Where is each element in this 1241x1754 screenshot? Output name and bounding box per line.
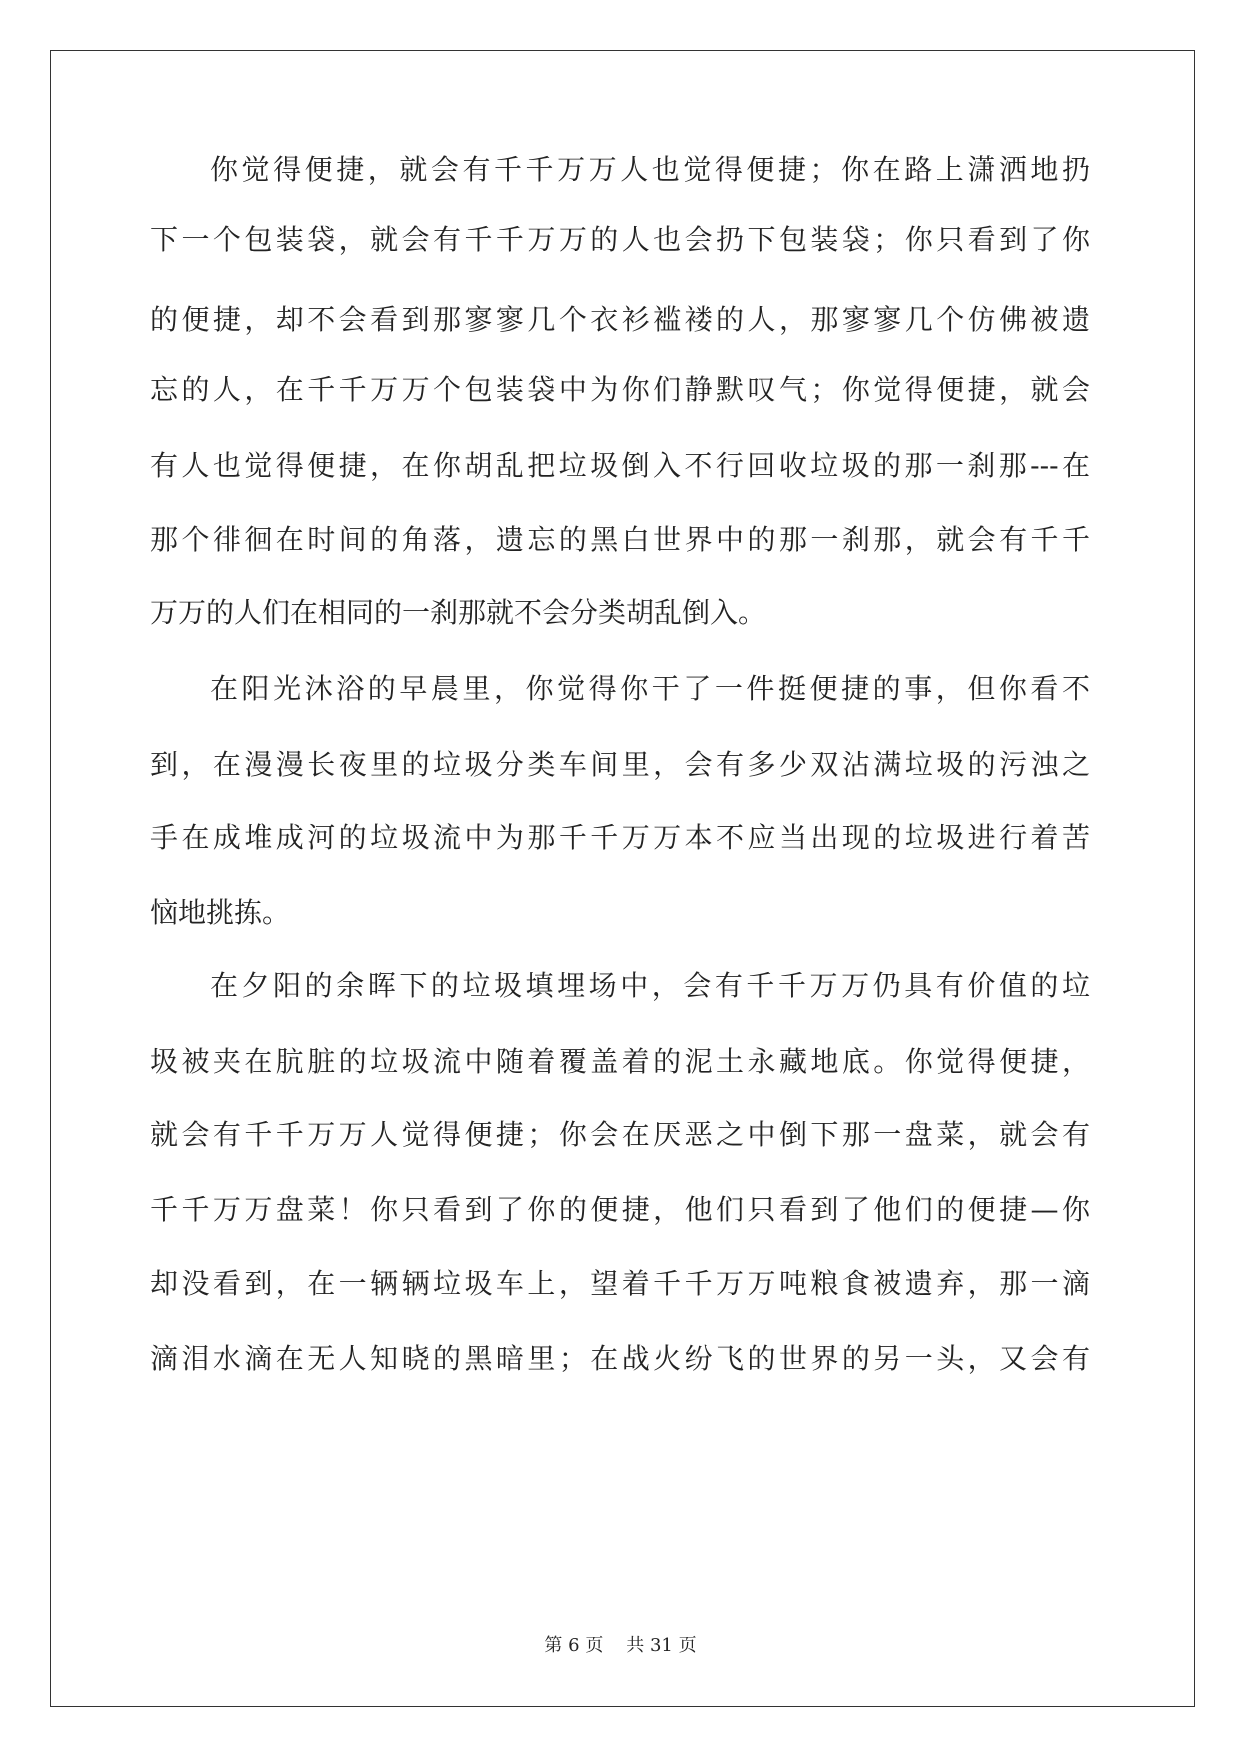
page-number: 第 6 页 [544,1635,604,1656]
page-footer [0,1631,1241,1657]
text-line: 忘的人，在千千万万个包装袋中为你们静默叹气；你觉得便捷，就会 [150,373,1090,406]
page-total: 共 31 页 [626,1635,697,1656]
text-line: 手在成堆成河的垃圾流中为那千千万万本不应当出现的垃圾进行着苦 [150,821,1090,854]
text-line: 却没看到，在一辆辆垃圾车上，望着千千万万吨粮食被遗弃，那一滴 [150,1267,1090,1300]
page-border [50,50,1195,1707]
text-line: 到，在漫漫长夜里的垃圾分类车间里，会有多少双沾满垃圾的污浊之 [150,748,1090,781]
text-line: 的便捷，却不会看到那寥寥几个衣衫褴褛的人，那寥寥几个仿佛被遗 [150,303,1090,336]
text-line: 恼地挑拣。 [150,896,291,929]
text-line: 千千万万盘菜！你只看到了你的便捷，他们只看到了他们的便捷—你 [150,1193,1090,1226]
text-line: 万万的人们在相同的一刹那就不会分类胡乱倒入。 [150,596,767,629]
text-line: 就会有千千万万人觉得便捷；你会在厌恶之中倒下那一盘菜，就会有 [150,1118,1090,1151]
text-line: 那个徘徊在时间的角落，遗忘的黑白世界中的那一刹那，就会有千千 [150,523,1090,556]
text-line: 圾被夹在肮脏的垃圾流中随着覆盖着的泥土永藏地底。你觉得便捷， [150,1045,1090,1078]
text-line: 在阳光沐浴的早晨里，你觉得你干了一件挺便捷的事，但你看不 [210,672,1090,705]
text-line: 在夕阳的余晖下的垃圾填埋场中，会有千千万万仍具有价值的垃 [210,969,1090,1002]
text-line: 下一个包装袋，就会有千千万万的人也会扔下包装袋；你只看到了你 [150,223,1090,256]
text-line: 滴泪水滴在无人知晓的黑暗里；在战火纷飞的世界的另一头，又会有 [150,1342,1090,1375]
text-line: 有人也觉得便捷，在你胡乱把垃圾倒入不行回收垃圾的那一刹那---在 [150,449,1090,482]
text-line: 你觉得便捷，就会有千千万万人也觉得便捷；你在路上潇洒地扔 [210,153,1090,186]
